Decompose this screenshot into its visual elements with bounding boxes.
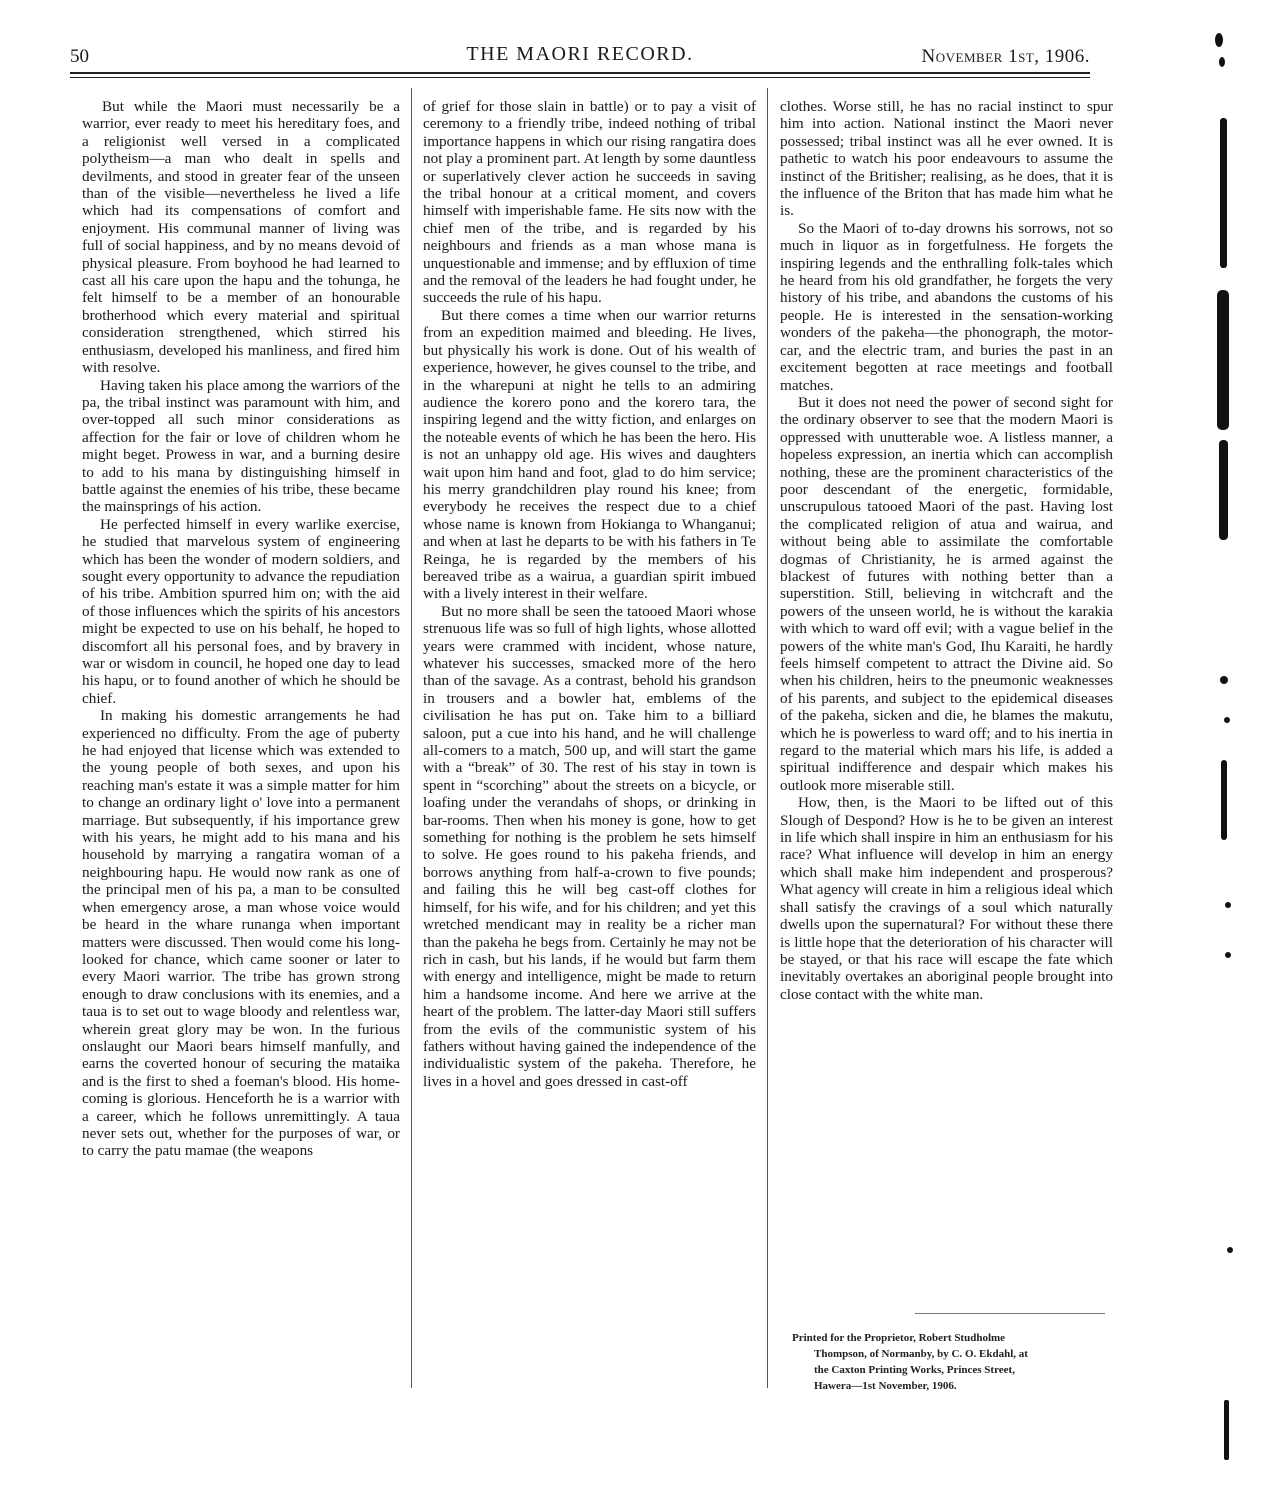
- paragraph: clothes. Worse still, he has no racial instinct to spur him into action. National instinct the Maori never possessed; tribal instinct was all he ever owned. It is pathetic to watch his poor endeavours to assume the instinct of the Britisher; realising, as he does, that it is the influence of the Briton that has made him what he is.: [780, 98, 1113, 220]
- imprint-line: Hawera—1st November, 1906.: [814, 1380, 957, 1392]
- imprint-line: Printed for the Proprietor, Robert Studholme: [792, 1332, 1006, 1344]
- paragraph: Having taken his place among the warriors of the pa, the tribal instinct was paramount with him, and over-topped all such minor considerations as affection for the fair or love of children whom he might beget. Prowess in war, and a burning desire to add to his mana by distinguishing himself in battle against the enemies of his tribe, these became the mainsprings of his action.: [82, 376, 400, 516]
- imprint-rule: [915, 1313, 1105, 1314]
- page-header: [70, 40, 1090, 70]
- scanned-binding-edge: [1200, 0, 1280, 1507]
- printer-imprint: [792, 1330, 1102, 1394]
- imprint-line: Thompson, of Normanby, by C. O. Ekdahl, at: [814, 1348, 1028, 1360]
- header-rule: [70, 72, 1090, 74]
- article-column-2: [423, 98, 756, 1090]
- page-number: 50: [70, 46, 89, 67]
- paragraph: In making his domestic arrangements he had experienced no difficulty. From the age of puberty he had enjoyed that license which was extended to the young people of both sexes, and upon his reaching man's estate it was a simple matter for him to change an ordinary light o' love into a permanent marriage. But subsequently, if his importance grew with his years, he might add to his mana and his household by marrying a rangatira woman of a neighbouring hapu. He would now rank as one of the principal men of his pa, a man to be consulted when emergency arose, a man whose voice would be heard in the whare runanga when important matters were discussed. Then would come his long-looked for chance, which came sooner or later to every Maori warrior. The tribe has grown strong enough to draw conclusions with its enemies, and a taua is to set out to wage bloody and relentless war, wherein great glory may be won. In the furious onslaught our Maori bears himself manfully, and earns the coverted honour of securing the mataika and is the first to shed a foeman's blood. His home-coming is glorious. Henceforth he is a warrior with a career, which he follows unremittingly. A taua never sets out, whether for the purposes of war, or to carry the patu mamae (the weapons: [82, 707, 400, 1160]
- paragraph: So the Maori of to-day drowns his sorrows, not so much in liquor as in forgetfulness. He forgets the inspiring legends and the enthralling folk-tales which he heard from his old grandfather, he forgets the very history of his tribe, and abandons the customs of his people. He is interested in the sensation-working wonders of the pakeha—the phonograph, the motor-car, and the electric tram, and buries the past in an excitement begotten at race meetings and football matches.: [780, 219, 1113, 394]
- issue-date: November 1st, 1906.: [921, 46, 1090, 67]
- column-divider: [767, 88, 768, 1388]
- paragraph: He perfected himself in every warlike exercise, he studied that marvelous system of engineering which has been the wonder of modern soldiers, and sought every opportunity to advance the repudiation of his tribe. Ambition spurred him on; with the aid of those influences which the spirits of his ancestors might be expected to use on his behalf, he hoped to discomfort all his personal foes, and by bravery in war or wisdom in council, he hoped one day to lead his hapu, or to found another of which he should be chief.: [82, 515, 400, 707]
- imprint-line: the Caxton Printing Works, Princes Street,: [814, 1364, 1015, 1376]
- publication-title: THE MAORI RECORD.: [466, 43, 694, 65]
- header-rule-thin: [70, 77, 1090, 78]
- paragraph: But there comes a time when our warrior returns from an expedition maimed and bleeding. He lives, but physically his work is done. Out of his wealth of experience, however, he gives counsel to the tribe, and in the wharepuni at night he tells to an admiring audience the korero pono and the korero tara, the inspiring legend and the witty fiction, and enlarges on the noteable events of which he has been the hero. His is not an unhappy old age. His wives and daughters wait upon him hand and foot, glad to do him service; his merry grandchildren play round his knee; from everybody he receives the respect due to a chief whose name is known from Hokianga to Whanganui; and when at last he departs to be with his fathers in Te Reinga, he is regarded by the members of his bereaved tribe as a wairua, a guardian spirit imbued with a lively interest in their welfare.: [423, 306, 756, 603]
- paragraph: But no more shall be seen the tatooed Maori whose strenuous life was so full of high lights, whose allotted years were crammed with incident, whose nature, whatever his successes, smacked more of the hero than of the savage. As a contrast, behold his grandson in trousers and a bowler hat, emblems of the civilisation he has put on. Take him to a billiard saloon, put a cue into his hand, and he will challenge all-comers to a match, 500 up, and will start the game with a “break” of 30. The rest of his stay in town is spent in “scorching” about the streets on a bicycle, or loafing under the verandahs of shops, or drinking in bar-rooms. Then when his money is gone, how to get something for nothing is the problem he sets himself to solve. He goes round to his pakeha friends, and borrows anything from half-a-crown to five pounds; and failing this he will beg cast-off clothes for himself, for his wife, and for his children; and yet this wretched mendicant may in reality be a richer man than the pakeha he begs from. Certainly he may not be rich in cash, but his lands, if he would but farm them with energy and intelligence, might be made to return him a handsome income. And here we arrive at the heart of the problem. The latter-day Maori still suffers from the evils of the communistic system of his fathers without having gained the independence of the individualistic system of the pakeha. Therefore, he lives in a hovel and goes dressed in cast-off: [423, 602, 756, 1090]
- column-divider: [411, 88, 412, 1388]
- paragraph: But it does not need the power of second sight for the ordinary observer to see that the modern Maori is oppressed with unutterable woe. A listless manner, a hopeless expression, an inertia which can accomplish nothing, these are the prominent characteristics of the poor descendant of the energetic, formidable, unscrupulous tatooed Maori of the past. Having lost the complicated religion of atua and wairua, and without being able to assimilate the comfortable dogmas of Christianity, he is armed against the blackest of futures with nothing better than a superstition. Still, believing in witchcraft and the powers of the unseen world, he is without the karakia with which to ward off evil; with a vague belief in the powers of the white man's God, Ihu Karaiti, he hardly feels himself competent to attract the Divine aid. So when his children, heirs to the pneumonic weaknesses of his parents, and subject to the epidemical diseases of the pakeha, sicken and die, he blames the makutu, which he is powerless to ward off; and to his inertia in regard to the material which mars his life, is added a spiritual indifference and despair which makes his outlook more miserable still.: [780, 393, 1113, 794]
- article-column-1: [82, 98, 400, 1160]
- article-column-3: [780, 98, 1113, 1003]
- paragraph: But while the Maori must necessarily be a warrior, ever ready to meet his hereditary foes, and a religionist well versed in a complicated polytheism—a man who dealt in spells and devilments, and stood in greater fear of the unseen than of the visible—nevertheless he lived a life which had its compensations of comfort and enjoyment. His communal manner of living was full of social happiness, and by no means devoid of physical pleasure. From boyhood he had learned to cast all his care upon the hapu and the tohunga, he felt himself to be a member of an honourable brotherhood which every material and spiritual consideration strengthened, which stirred his enthusiasm, developed his manliness, and fired him with resolve.: [82, 98, 400, 377]
- paragraph: How, then, is the Maori to be lifted out of this Slough of Despond? How is he to be given an interest in life which shall inspire in him an enthusiasm for his race? What influence will develop in him an energy which shall make him independent and prosperous? What agency will create in him a religious ideal which shall satisfy the cravings of a soul which naturally dwells upon the supernatural? For without these there is little hope that the deterioration of his character will be stayed, or that his race will escape the fate which inevitably overtakes an aboriginal people brought into close contact with the white man.: [780, 794, 1113, 1003]
- paragraph: of grief for those slain in battle) or to pay a visit of ceremony to a friendly tribe, indeed nothing of tribal importance happens in which our rising rangatira does not play a prominent part. At length by some dauntless or superlatively clever action he succeeds in saving the tribal honour at a critical moment, and covers himself with imperishable fame. He sits now with the chief men of the tribe, and is regarded by his neighbours and friends as a man whose mana is unquestionable and immense; and by effluxion of time and the removal of the leaders he had fought under, he succeeds the rule of his hapu.: [423, 98, 756, 307]
